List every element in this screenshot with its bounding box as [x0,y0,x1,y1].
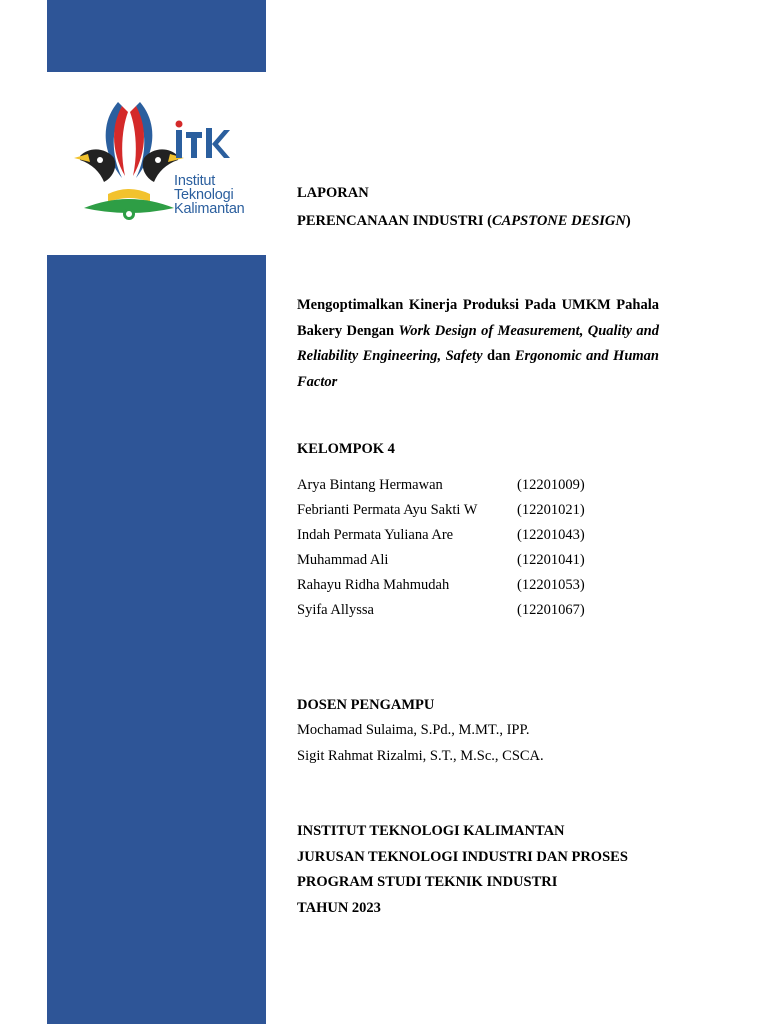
top-blue-band [47,0,266,72]
member-id: (12201021) [517,502,585,518]
study-program: PROGRAM STUDI TEKNIK INDUSTRI [297,874,558,890]
institution-name: INSTITUT TEKNOLOGI KALIMANTAN [297,823,565,839]
group-heading: KELOMPOK 4 [297,441,395,457]
member-id: (12201053) [517,577,585,593]
report-title: Mengoptimalkan Kinerja Produksi Pada UMKM Pahala Bakery Dengan Work Design of Measurement, Quality and Reliability Engineering, Safety dan Ergonomic and Human Factor [297,297,659,390]
course-title: PERENCANAAN INDUSTRI (CAPSTONE DESIGN) [297,213,631,229]
logo-line-2: Teknologi [174,187,234,203]
member-name: Febrianti Permata Ayu Sakti W [297,502,478,518]
member-name: Rahayu Ridha Mahmudah [297,577,450,593]
member-id: (12201041) [517,552,585,568]
member-name: Muhammad Ali [297,552,389,568]
itk-logo [70,98,260,228]
side-blue-band [47,255,266,1024]
member-row [297,602,627,622]
logo-wordmark [174,174,264,216]
member-name: Arya Bintang Hermawan [297,477,443,493]
year: TAHUN 2023 [297,900,381,916]
member-row [297,502,627,522]
member-row [297,577,627,597]
lecturer-name: Sigit Rahmat Rizalmi, S.T., M.Sc., CSCA. [297,748,544,764]
member-row [297,477,627,497]
member-row [297,552,627,572]
member-name: Syifa Allyssa [297,602,374,618]
logo-line-3: Kalimantan [174,201,245,217]
department-name: JURUSAN TEKNOLOGI INDUSTRI DAN PROSES [297,849,628,865]
lecturer-heading: DOSEN PENGAMPU [297,697,435,713]
report-label: LAPORAN [297,185,369,201]
member-id: (12201009) [517,477,585,493]
logo-line-1: Institut [174,173,216,189]
member-row [297,527,627,547]
member-name: Indah Permata Yuliana Are [297,527,454,543]
member-id: (12201067) [517,602,585,618]
member-id: (12201043) [517,527,585,543]
lecturer-name: Mochamad Sulaima, S.Pd., M.MT., IPP. [297,722,530,738]
